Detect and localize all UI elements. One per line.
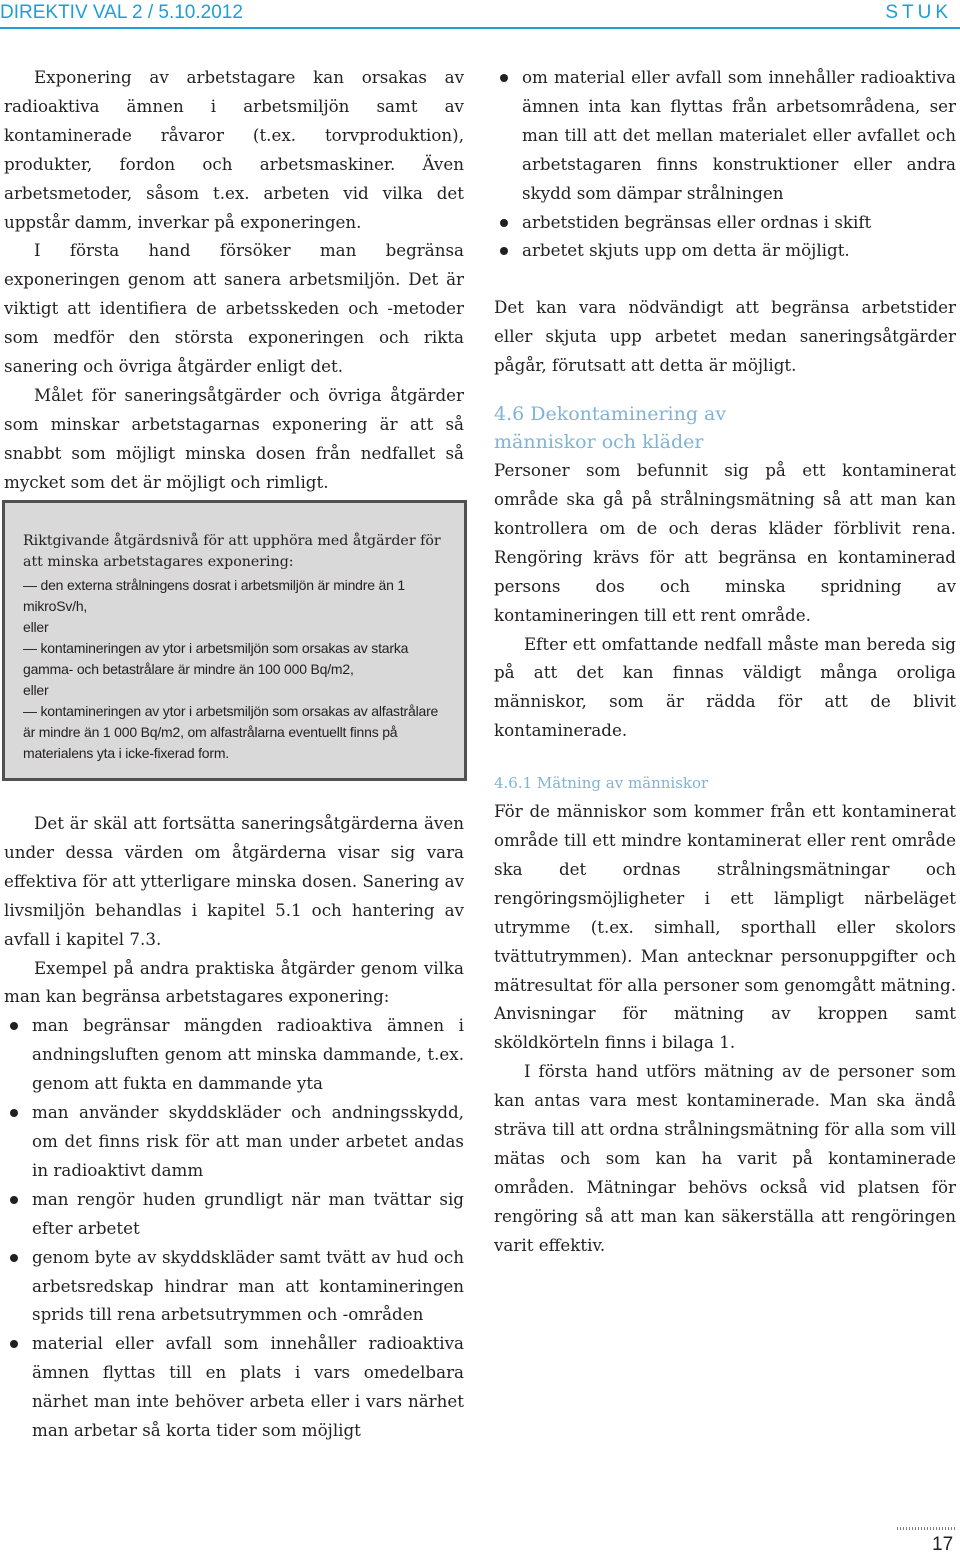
bullet-icon — [10, 1196, 18, 1204]
list-item: material eller avfall som innehåller radioaktiva ämnen flyttas till en plats i vars omedelbara närhet man inte behöver arbeta eller i vars närhet man arbetar så korta tider som möjligt — [4, 1329, 464, 1445]
list-item: genom byte av skyddskläder samt tvätt av hud och arbetsredskap hindrar man att kontamineringen sprids till rena arbetsutrymmen och -områden — [4, 1243, 464, 1330]
left-column-intro — [4, 63, 464, 497]
subsection-heading: 4.6.1 Mätning av människor — [494, 774, 709, 793]
paragraph: I första hand utförs mätning av de personer som kan antas vara mest kontaminerade. Man ska ändå sträva till att ordna strålningsmätning för alla som vill mätas och som kan ha varit på kontaminerade områden. Mätningar behövs också vid platsen för rengöring så att man kan säkerställa att rengöringen varit effektiv. — [494, 1061, 956, 1255]
list-item: om material eller avfall som innehåller radioaktiva ämnen inta kan flyttas från arbetsområdena, ser man till att det mellan materialet eller avfallet och arbetstagaren finns konstruktioner eller andra skydd som dämpar strålningen — [494, 63, 956, 208]
bullet-icon — [500, 247, 508, 255]
page-number: 17 — [932, 1534, 954, 1555]
paragraph: Efter ett omfattande nedfall måste man bereda sig på att det kan finnas väldigt många oroliga människor, som är rädda för att de blivit kontaminerade. — [494, 633, 956, 741]
paragraph: Exempel på andra praktiska åtgärder genom vilka man kan begränsa arbetstagares exponering: — [4, 957, 464, 1007]
bullet-icon — [500, 74, 508, 82]
header-publisher: STUK — [885, 2, 952, 23]
list-item: man rengör huden grundligt när man tvättar sig efter arbetet — [4, 1185, 464, 1243]
list-item: man använder skyddskläder och andningsskydd, om det finns risk för att man under arbetet andas in radioaktivt damm — [4, 1098, 464, 1185]
bullet-icon — [500, 219, 508, 227]
bullet-list — [4, 1011, 464, 1445]
bullet-icon — [10, 1254, 18, 1262]
paragraph: I första hand försöker man begränsa exponeringen genom att sanera arbetsmiljön. Det är viktigt att identifiera de arbetsskeden och -metoder som medför den största exponeringen och rikta sanering och övriga åtgärder enligt det. — [4, 240, 464, 377]
section-heading: 4.6 Dekontaminering av människor och kläder — [494, 403, 727, 454]
paragraph: Det är skäl att fortsätta saneringsåtgärderna även under dessa värden om åtgärderna visar sig vara effektiva för att ytterligare minska dosen. Sanering av livsmiljön behandlas i kapitel 5.1 och hantering av avfall i kapitel 7.3. — [4, 813, 464, 949]
page-number-rule — [897, 1527, 957, 1530]
paragraph: Målet för saneringsåtgärder och övriga åtgärder som minskar arbetstagarnas exponering är att så snabbt som möjligt minska dosen från nedfallet så mycket som det är möjligt och rimligt. — [4, 384, 464, 492]
bullet-icon — [10, 1109, 18, 1117]
box-line: — kontamineringen av ytor i arbetsmiljön som orsakas av alfastrålare är mindre än 1 000 Bq/m2, om alfastrålarna eventuellt finns på materialens yta i icke-fixerad form. — [23, 703, 439, 761]
right-column — [494, 63, 956, 1260]
bullet-icon — [10, 1340, 18, 1348]
paragraph: För de människor som kommer från ett kontaminerat område till ett mindre kontaminerat eller rent område ska det ordnas strålningsmätningar och rengöringsmöjligheter i ett lämpligt närbeläget utrymme (t.ex. simhall, sporthall eller skolors tvättutrymmen). Man antecknar personuppgifter och mätresultat för alla personer som genomgått mätning. Anvisningar för mätning av kroppen samt sköldkörteln finns i bilaga 1. — [494, 801, 956, 1053]
paragraph: Det kan vara nödvändigt att begränsa arbetstider eller skjuta upp arbetet medan saneringsåtgärder pågår, förutsatt att detta är möjligt. — [494, 297, 956, 376]
bullet-icon — [10, 1022, 18, 1030]
header-rule — [0, 27, 960, 29]
action-level-box — [2, 500, 467, 781]
bullet-list — [494, 63, 956, 265]
box-body — [23, 575, 448, 764]
box-or: eller — [23, 619, 49, 635]
list-item: arbetstiden begränsas eller ordnas i skift — [494, 208, 956, 237]
list-item: arbetet skjuts upp om detta är möjligt. — [494, 236, 956, 265]
paragraph: Personer som befunnit sig på ett kontaminerat område ska gå på strålningsmätning så att man kan kontrollera om de och deras kläder förblivit rena. Rengöring krävs för att begränsa en kontaminerad persons dos och minska spridning av kontamineringen till ett rent område. — [494, 460, 956, 625]
box-line: — kontamineringen av ytor i arbetsmiljön som orsakas av starka gamma- och betastrålare är mindre än 100 000 Bq/m2, — [23, 640, 409, 677]
left-column-lower — [4, 809, 464, 1445]
box-title: Riktgivande åtgärdsnivå för att upphöra med åtgärder för att minska arbetstagares exponering: — [23, 533, 441, 570]
list-item: man begränsar mängden radioaktiva ämnen i andningsluften genom att minska dammande, t.ex. genom att fukta en dammande yta — [4, 1011, 464, 1098]
page-header — [0, 0, 960, 27]
header-document-title: DIREKTIV VAL 2 / 5.10.2012 — [0, 2, 243, 23]
box-line: — den externa strålningens dosrat i arbetsmiljön är mindre än 1 mikroSv/h, — [23, 577, 405, 614]
paragraph: Exponering av arbetstagare kan orsakas av radioaktiva ämnen i arbetsmiljön samt av kontaminerade råvaror (t.ex. torvproduktion), produkter, fordon och arbetsmaskiner. Även arbetsmetoder, såsom t.ex. arbeten vid vilka det uppstår damm, inverkar på exponeringen. — [4, 67, 464, 232]
box-or: eller — [23, 682, 49, 698]
